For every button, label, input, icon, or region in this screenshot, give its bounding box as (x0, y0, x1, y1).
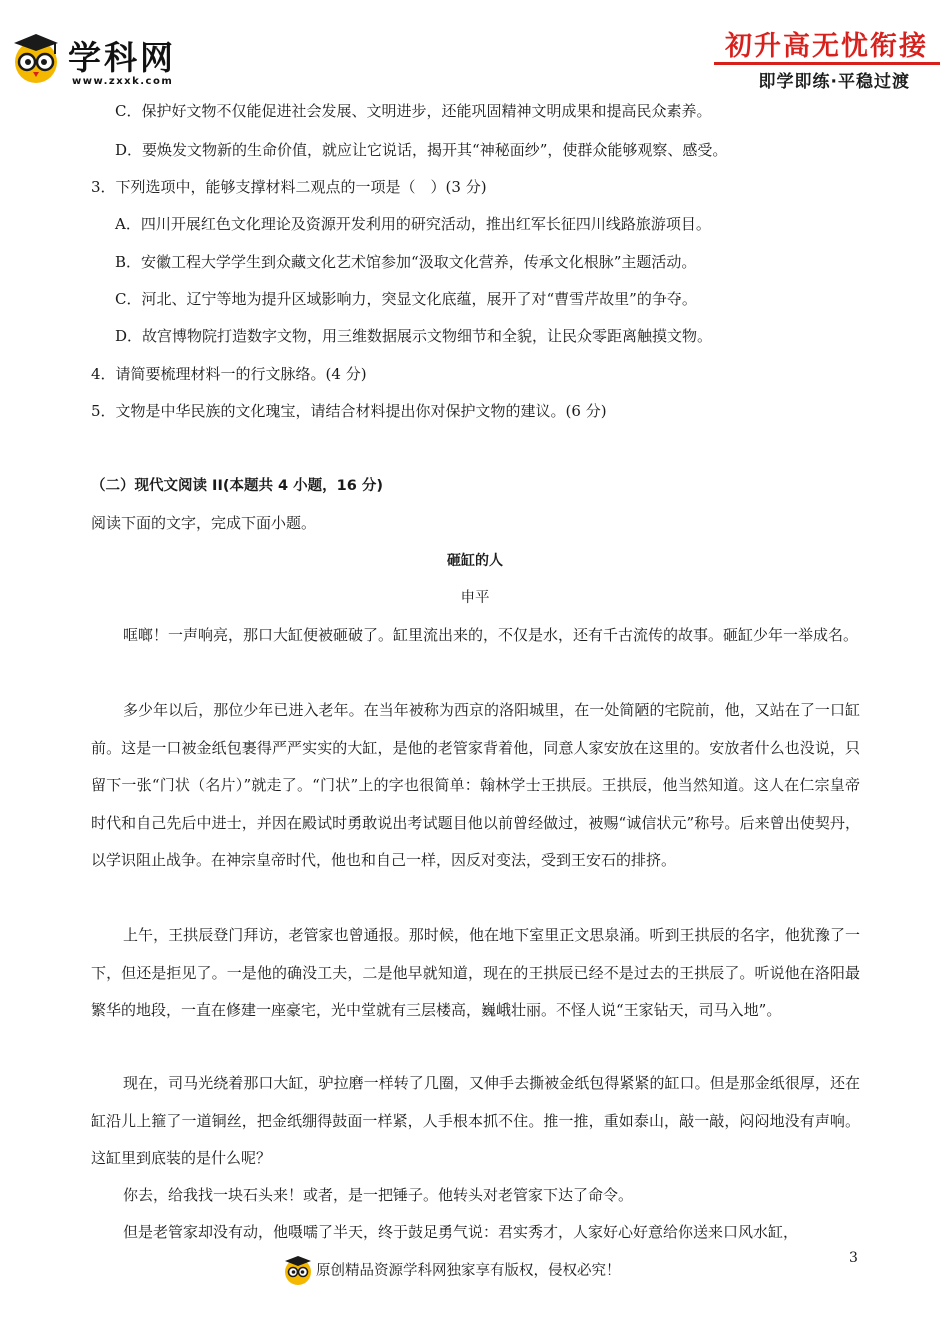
slogan-banner (714, 24, 940, 94)
question-4: 4．请简要梳理材料一的行文脉络。(4 分) (91, 365, 367, 383)
option-d-prev: D．要焕发文物新的生命价值，就应让它说话，揭开其“神秘面纱”，使群众能够观察、感受。 (115, 141, 728, 159)
slogan-divider (714, 62, 940, 65)
story-paragraph-5: 你去，给我找一块石头来！或者，是一把锤子。他转头对老管家下达了命令。 (123, 1186, 634, 1204)
question-3-option-d: D．故宫博物院打造数字文物，用三维数据展示文物细节和全貌，让民众零距离触摸文物。 (115, 327, 713, 345)
story-paragraph-3: 上午，王拱辰登门拜访，老管家也曾通报。那时候，他在地下室里正文思泉涌。听到王拱辰的名字，他犹豫了一下，但还是拒见了。一是他的确没工夫，二是他早就知道，现在的王拱辰已经不是过去的王拱辰了。听说他在洛阳最繁华的地段，一直在修建一座豪宅，光中堂就有三层楼高，巍峨壮丽。不怪人说“王家钻天，司马入地”。 (91, 926, 860, 1019)
copyright-notice: 原创精品资源学科网独家享有版权，侵权必究！ (316, 1263, 621, 1279)
story-paragraph-2: 多少年以后，那位少年已进入老年。在当年被称为西京的洛阳城里，在一处简陋的宅院前，他，又站在了一口缸前。这是一口被金纸包裹得严严实实的大缸，是他的老管家背着他，同意人家安放在这里的。安放者什么也没说，只留下一张“门状（名片）”就走了。“门状”上的字也很简单：翰林学士王拱辰。王拱辰，他当然知道。这人在仁宗皇帝时代和自己先后中进士，并因在殿试时勇敢说出考试题目他以前曾经做过，被赐“诚信状元”称号。后来曾出使契丹，以学识阻止战争。在神宗皇帝时代，他也和自己一样，因反对变法，受到王安石的排挤。 (91, 701, 860, 869)
question-3: 3．下列选项中，能够支撑材料二观点的一项是（ ）(3 分) (91, 178, 487, 196)
logo-url: www.zxxk.com (72, 76, 174, 87)
story-paragraph-6: 但是老管家却没有动，他嗫嚅了半天，终于鼓足勇气说：君实秀才，人家好心好意给你送来口风水缸， (123, 1223, 799, 1241)
story-paragraph-1: 哐啷！一声响亮，那口大缸便被砸破了。缸里流出来的，不仅是水，还有千古流传的故事。砸缸少年一举成名。 (123, 626, 859, 644)
zxxk-logo[interactable] (10, 30, 210, 90)
page-number: 3 (849, 1250, 858, 1266)
question-5: 5．文物是中华民族的文化瑰宝，请结合材料提出你对保护文物的建议。(6 分) (91, 402, 607, 420)
question-3-option-b: B．安徽工程大学学生到众藏文化艺术馆参加“汲取文化营养，传承文化根脉”主题活动。 (115, 253, 697, 271)
section-heading: （二）现代文阅读 II(本题共 4 小题，16 分) (91, 478, 384, 494)
option-c-prev: C．保护好文物不仅能促进社会发展、文明进步，还能巩固精神文明成果和提高民众素养。 (115, 102, 712, 120)
section-instruction: 阅读下面的文字，完成下面小题。 (91, 514, 317, 532)
story-author: 申平 (460, 590, 490, 606)
slogan-sub: 即学即练·平稳过渡 (758, 72, 910, 92)
story-title: 砸缸的人 (447, 553, 503, 569)
question-3-option-a: A．四川开展红色文化理论及资源开发利用的研究活动，推出红军长征四川线路旅游项目。 (115, 215, 711, 233)
owl-mascot-icon (282, 1254, 314, 1286)
page-footer (0, 1250, 950, 1300)
owl-mascot-icon (10, 32, 62, 84)
logo-name: 学科网 (68, 38, 176, 77)
page-header (0, 0, 950, 100)
slogan-main: 初升高无忧衔接 (725, 31, 928, 62)
question-3-option-c: C．河北、辽宁等地为提升区域影响力，突显文化底蕴，展开了对“曹雪芹故里”的争夺。 (115, 290, 697, 308)
story-paragraph-4: 现在，司马光绕着那口大缸，驴拉磨一样转了几圈，又伸手去撕被金纸包得紧紧的缸口。但是那金纸很厚，还在缸沿儿上箍了一道铜丝，把金纸绷得鼓面一样紧，人手根本抓不住。推一推，重如泰山，敲一敲，闷闷地没有声响。这缸里到底装的是什么呢？ (91, 1074, 860, 1167)
